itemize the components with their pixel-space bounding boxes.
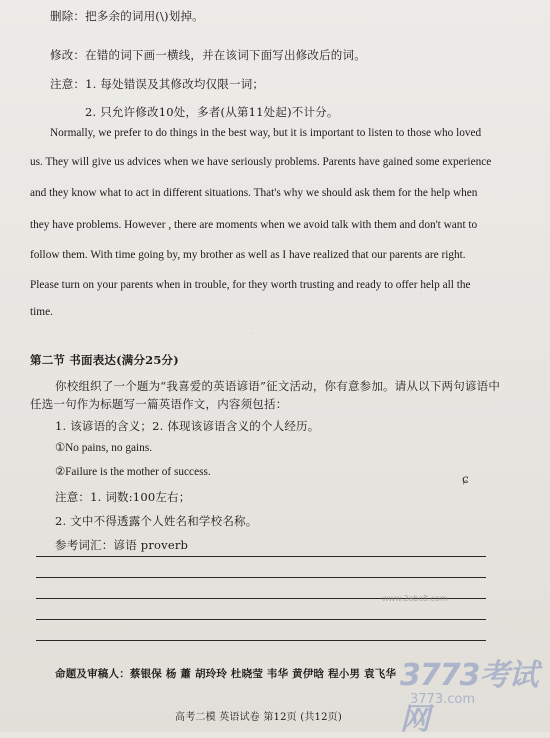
passage-line: Please turn on your parents when in trouble, for they worth trusting and ready to offer help all the — [30, 279, 471, 291]
writing-line — [36, 619, 486, 620]
bleed-through-mark: · — [250, 330, 253, 338]
section-2-title: 第二节 书面表达(满分25分) — [30, 353, 179, 367]
credits: 命题及审稿人：蔡银保 杨 蕭 胡玲玲 杜晓莹 韦华 黄伊晗 程小男 袁飞华 — [55, 668, 397, 680]
vocabulary-hint: 参考词汇：谚语 proverb — [55, 538, 189, 552]
instruction-delete: 删除：把多余的词用(\)划掉。 — [50, 9, 204, 23]
section-2-note-1: 注意：1. 词数:100左右； — [55, 490, 191, 504]
proverb-option-1: ①No pains, no gains. — [55, 442, 153, 454]
passage-line: they have problems. However , there are moments when we avoid talk with them and don't want to — [30, 219, 478, 231]
section-2-note-2: 2. 文中不得透露个人姓名和学校名称。 — [55, 514, 258, 528]
watermark-domain: 3773.com — [410, 692, 475, 707]
passage-line: time. — [30, 306, 53, 318]
watermark-brand: 3773考试网 — [400, 658, 538, 737]
section-2-requirement: 1. 该谚语的含义；2. 体现该谚语含义的个人经历。 — [55, 419, 320, 433]
pen-mark: ɕ — [462, 472, 469, 486]
writing-line — [36, 556, 486, 557]
bleed-through-mark: · — [420, 290, 423, 298]
section-2-intro: 你校组织了一个题为“我喜爱的英语谚语”征文活动，你有意参加。请从以下两句谚语中 — [55, 379, 501, 393]
passage-line: and they know what to act in different situations. That's why we should ask them for the help when — [30, 187, 478, 199]
instruction-modify: 修改：在错的词下画一横线，并在该词下面写出修改后的词。 — [50, 48, 366, 62]
instruction-note-2: 2. 只允许修改10处，多者(从第11处起)不计分。 — [85, 105, 339, 119]
passage-line: us. They will give us advices when we have seriously problems. Parents have gained some experience — [30, 156, 492, 168]
proverb-option-2: ②Failure is the mother of success. — [55, 466, 211, 478]
writing-line — [36, 577, 486, 578]
writing-line — [36, 640, 486, 641]
page-footer: 高考二模 英语试卷 第12页 (共12页) — [175, 712, 342, 723]
instruction-note-1: 注意：1. 每处错误及其修改均仅限一词； — [50, 77, 265, 91]
passage-line: follow them. With time going by, my brother as well as I have realized that our parents are right. — [30, 249, 466, 261]
section-2-intro: 任选一句作为标题写一篇英语作文，内容须包括： — [30, 397, 288, 411]
watermark-site: www.2abc8.com — [382, 594, 448, 603]
passage-line: Normally, we prefer to do things in the best way, but it is important to listen to those who loved — [50, 127, 482, 139]
